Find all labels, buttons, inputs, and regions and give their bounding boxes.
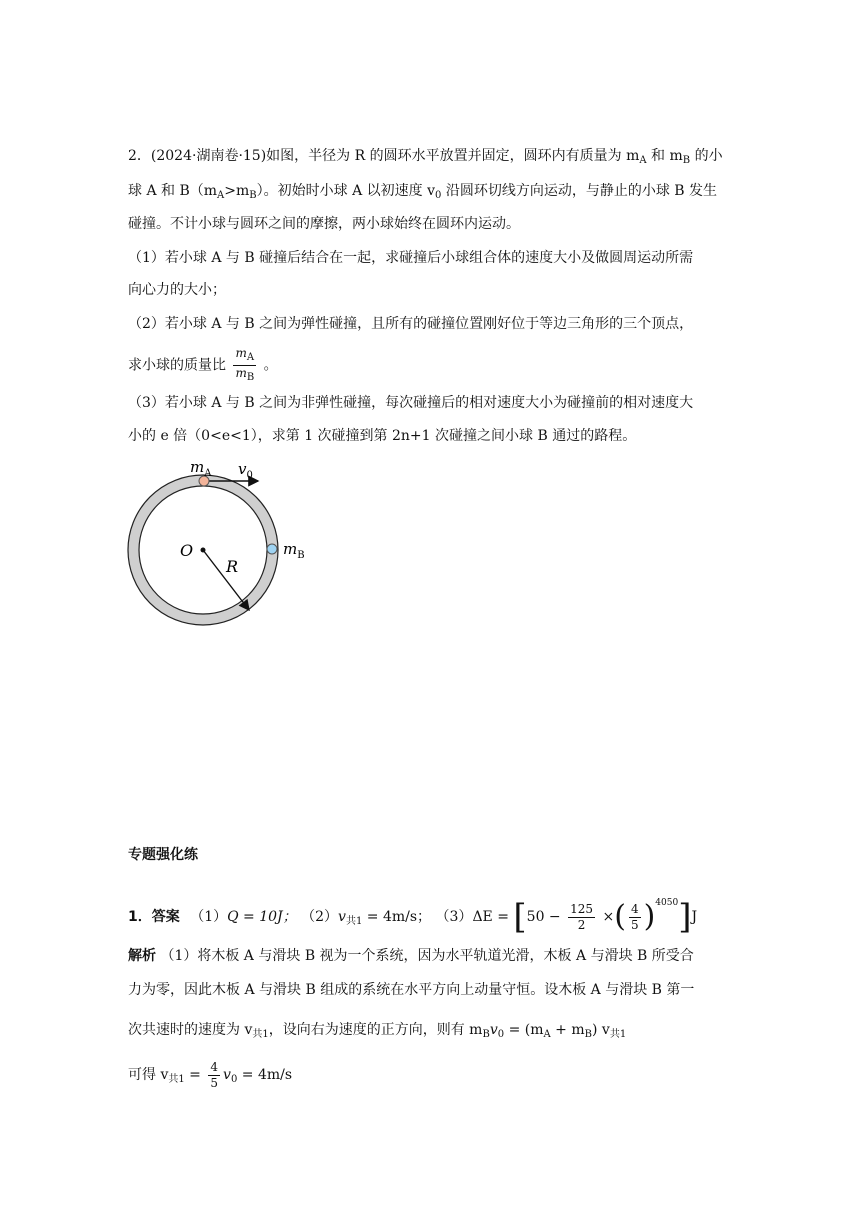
- analysis-label: 解析: [128, 948, 156, 964]
- problem-line-3: 碰撞。不计小球与圆环之间的摩擦，两小球始终在圆环内运动。: [128, 216, 520, 232]
- answer-line: 1．答案 （1）Q = 10J； $(2)v_{共1} = 4m/s$； （3）ΔE = [50 − $\frac{125}{2}$ ×( $\frac{4}{5}$ )$^{4050}$]J: [128, 897, 698, 937]
- analysis-line-1: 解析 （1）将木板 A 与滑块 B 视为一个系统，因为水平轨道光滑，木板 A 与滑块 B 所受合: [128, 948, 694, 964]
- question-2-line-1: （2）若小球 A 与 B 之间为弹性碰撞，且所有的碰撞位置刚好位于等边三角形的三个顶点，: [128, 316, 694, 332]
- ring-figure: [120, 450, 320, 630]
- label-r: R: [226, 557, 239, 576]
- ball-b: [267, 544, 277, 554]
- problem-line-1: 2．(2024·湖南卷·15)如图，半径为 R 的圆环水平放置并固定，圆环内有质量为 $m_A$ 和 $m_B$ 的小: [128, 148, 723, 166]
- analysis-line-2: 力为零，因此木板 A 与滑块 B 组成的系统在水平方向上动量守恒。设木板 A 与滑块 B 第一: [128, 982, 695, 998]
- analysis-line-4: 可得 $v_{共1}$ = $\frac{4}{5}$ $v_0 = 4m/s$: [128, 1059, 293, 1090]
- label-o: O: [180, 541, 194, 560]
- question-1-line-1: （1）若小球 A 与 B 碰撞后结合在一起，求碰撞后小球组合体的速度大小及做圆周运动所需: [128, 250, 694, 266]
- analysis-line-3: 次共速时的速度为 $v_{共1}$，设向右为速度的正方向，则有 $m_Bv_0 = (m_A + m_B)$ $v_{共1}$: [128, 1022, 627, 1040]
- problem-line-2: 球 A 和 $B(m_A>m_B)$。初始时小球 A 以初速度 $v_0$ 沿圆环切线方向运动，与静止的小球 B 发生: [128, 183, 718, 201]
- question-3-line-1: （3）若小球 A 与 B 之间为非弹性碰撞，每次碰撞后的相对速度大小为碰撞前的相对速度大: [128, 395, 694, 411]
- question-3-line-2: 小的 e 倍（0<e<1），求第 1 次碰撞到第 2n+1 次碰撞之间小球 B 通过的路程。: [128, 428, 637, 444]
- question-2-line-2: 求小球的质量比 $\frac{m_A}{m_B}$ 。: [128, 346, 278, 383]
- label-ma: $m_A$: [190, 458, 212, 479]
- answer-prefix: 1．答案: [128, 909, 180, 925]
- label-v0: $v_0$: [238, 460, 253, 481]
- section-title: 专题强化练: [128, 847, 198, 863]
- label-mb: $m_B$: [283, 540, 305, 561]
- question-1-line-2: 向心力的大小；: [128, 282, 226, 298]
- mass-ratio-fraction: $\frac{m_A}{m_B}$: [235, 346, 255, 383]
